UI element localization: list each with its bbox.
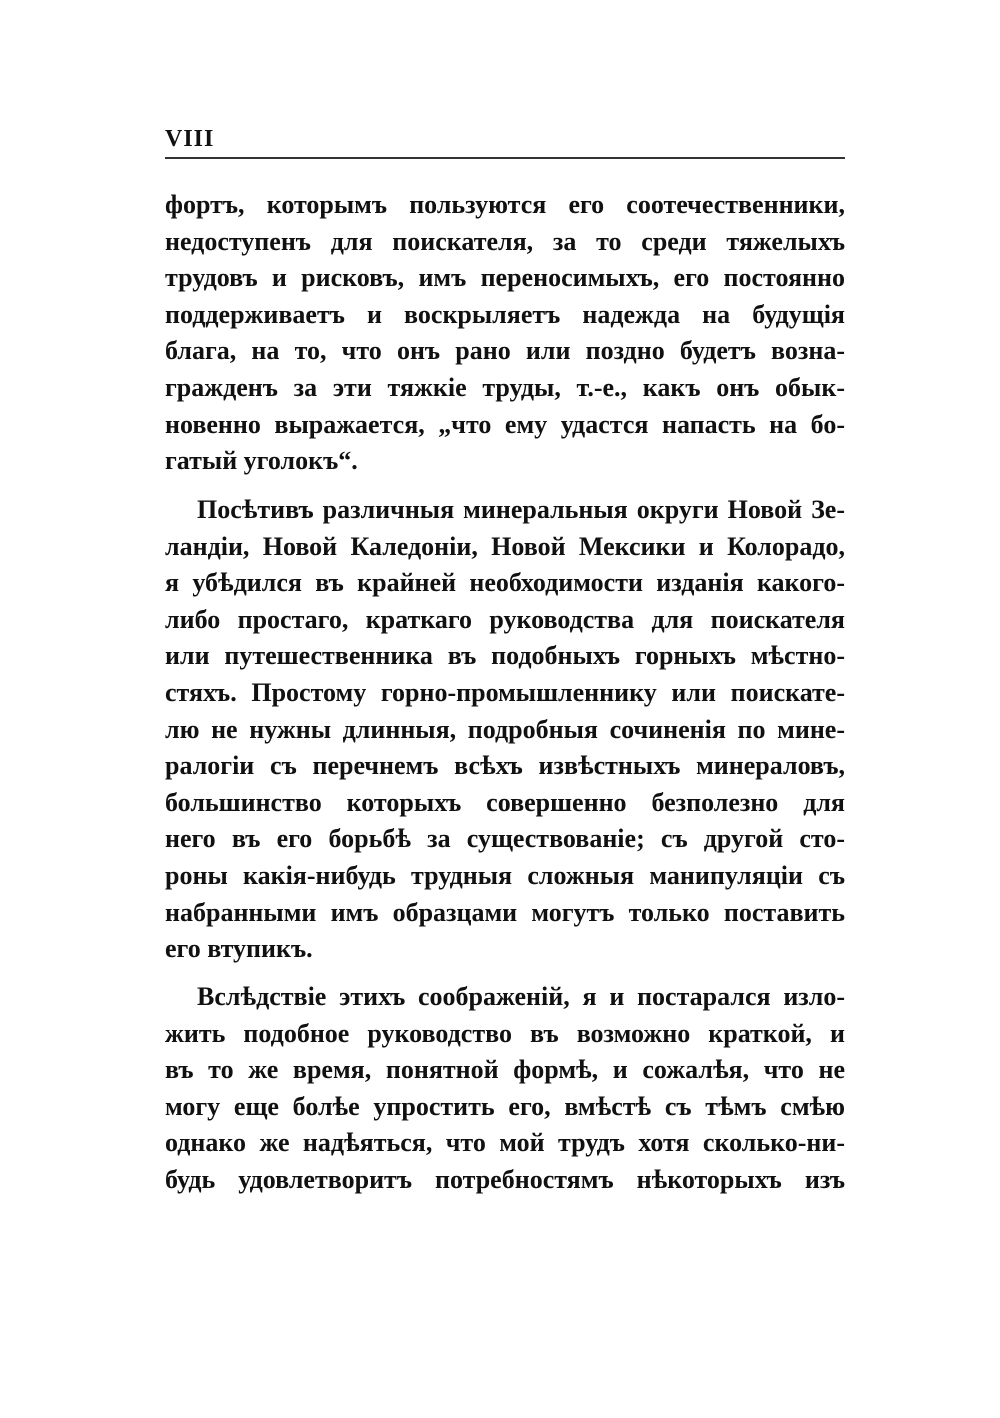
text-line: Вслѣдствіе этихъ соображеній, я и постарался изло- — [197, 982, 845, 1011]
text-line: гатый уголокъ“. — [165, 446, 358, 476]
header-rule — [165, 157, 845, 159]
text-line: или путешественника въ подобныхъ горныхъ мѣстно- — [165, 641, 845, 671]
text-line: жить подобное руководство въ возможно краткой, и — [165, 1018, 845, 1048]
text-line: стяхъ. Простому горно-промышленнику или поискате- — [165, 677, 845, 707]
text-line: въ то же время, понятной формѣ, и сожалѣя, что не — [165, 1055, 845, 1085]
text-line: набранными имъ образцами могутъ только поставить — [165, 897, 845, 927]
text-line: фортъ, которымъ пользуются его соотечественники, — [165, 190, 845, 219]
text-line: роны какія-нибудь трудныя сложныя манипуляціи съ — [165, 860, 845, 890]
text-line: блага, на то, что онъ рано или поздно будетъ возна- — [165, 336, 845, 366]
text-line: большинство которыхъ совершенно безполезно для — [165, 787, 845, 817]
text-line: будь удовлетворитъ потребностямъ нѣкоторыхъ изъ — [165, 1164, 845, 1194]
text-line: однако же надѣяться, что мой трудъ хотя сколько-ни- — [165, 1128, 845, 1158]
text-line: Посѣтивъ различныя минеральныя округи Новой Зе- — [197, 495, 845, 524]
text-line: могу еще болѣе упростить его, вмѣстѣ съ тѣмъ смѣю — [165, 1091, 845, 1121]
page-number: VIII — [165, 126, 215, 152]
text-line: я убѣдился въ крайней необходимости изданія какого- — [165, 568, 845, 598]
text-line: него въ его борьбѣ за существованіе; съ другой сто- — [165, 824, 845, 854]
text-line: ландіи, Новой Каледоніи, Новой Мексики и Колорадо, — [165, 531, 845, 561]
text-line: новенно выражается, „что ему удастся напасть на бо- — [165, 409, 845, 439]
text-line: поддерживаетъ и воскрыляетъ надежда на будущія — [165, 299, 845, 329]
text-line: трудовъ и рисковъ, имъ переносимыхъ, его постоянно — [165, 263, 845, 293]
text-line: либо простаго, краткаго руководства для поискателя — [165, 604, 845, 634]
text-line: ралогіи съ перечнемъ всѣхъ извѣстныхъ минераловъ, — [165, 751, 845, 781]
text-line: недоступенъ для поискателя, за то среди тяжелыхъ — [165, 226, 845, 256]
paragraph-2 — [165, 492, 845, 968]
paragraph-1 — [165, 187, 845, 480]
text-line: лю не нужны длинныя, подробныя сочиненія по мине- — [165, 714, 845, 744]
paragraph-3 — [165, 979, 845, 1199]
text-line: гражденъ за эти тяжкіе труды, т.-е., какъ онъ обык- — [165, 372, 845, 402]
text-line: его втупикъ. — [165, 934, 313, 964]
